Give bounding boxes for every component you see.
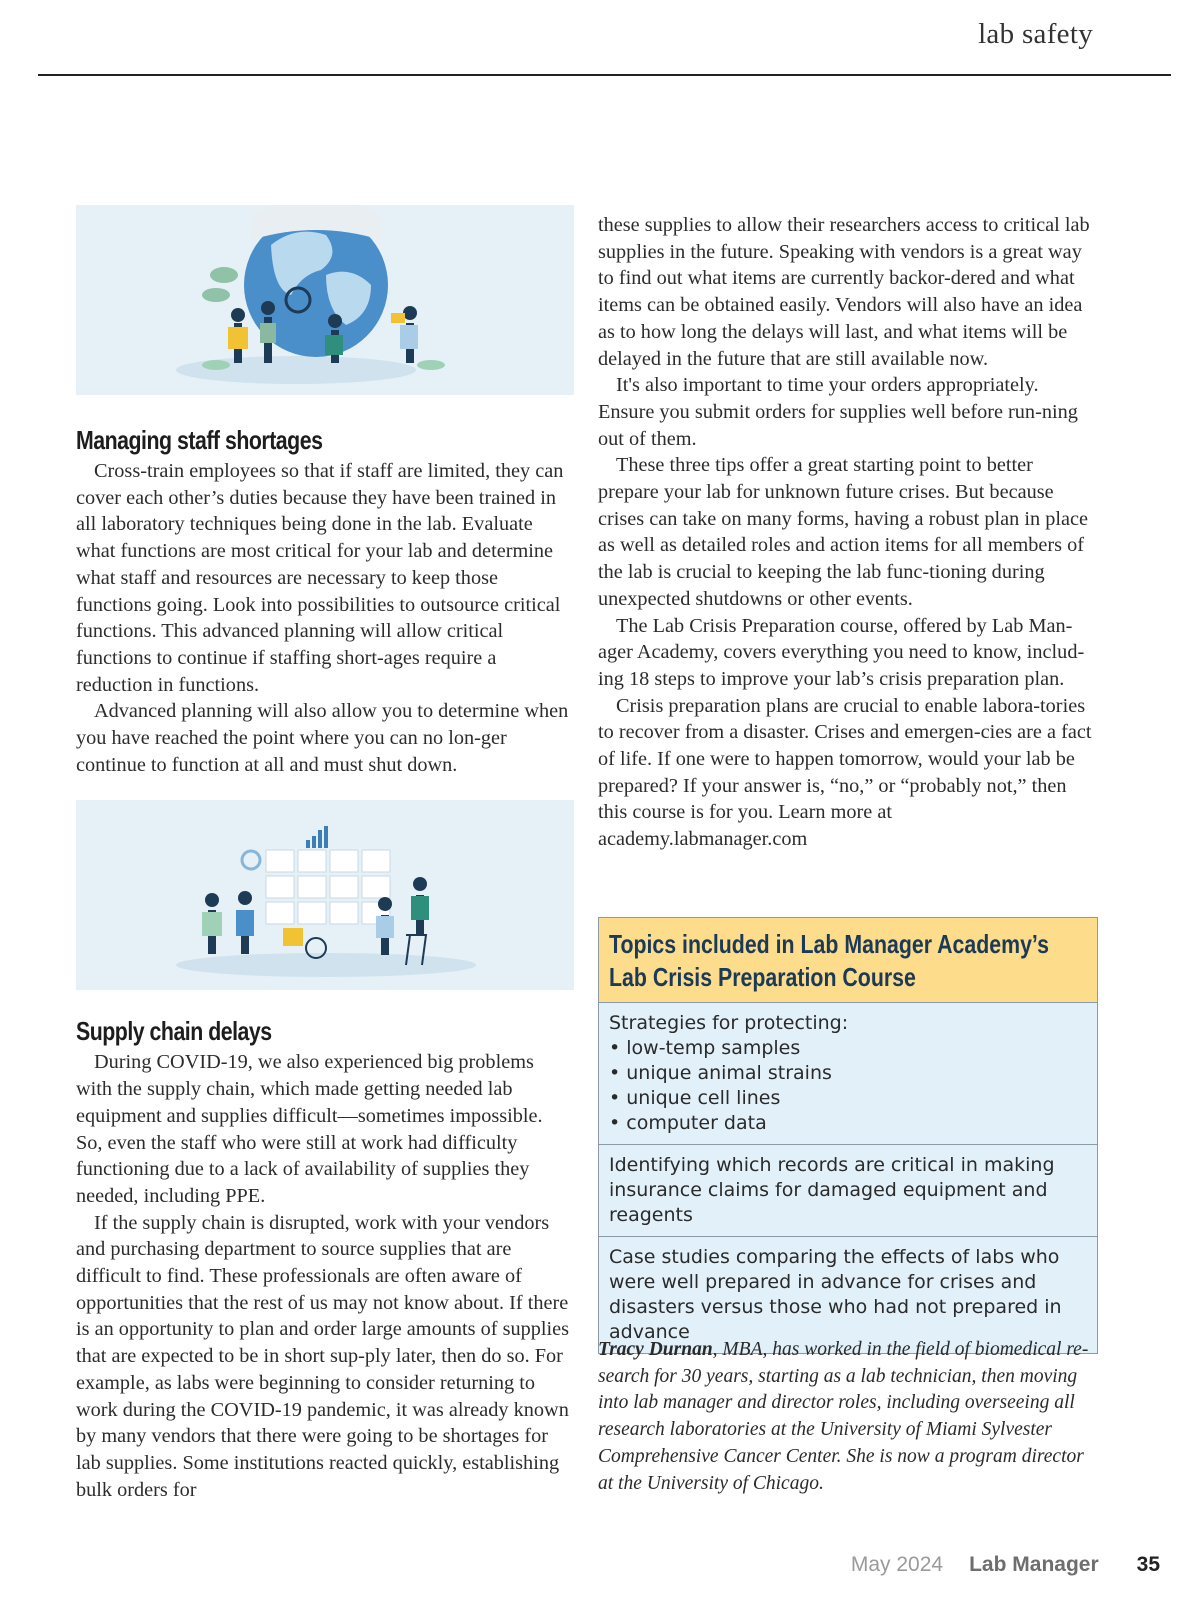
author-bio-text: , MBA, has worked in the field of biomedical re-search for 30 years, starting as a lab technician, then moving into lab manager and director roles, including overseeing all research laboratories at the University of Miami Sylvester Comprehensive Cancer Center. She is now a program director at the University of Chicago. xyxy=(598,1339,1089,1494)
paragraph: These three tips offer a great starting point to better prepare your lab for unknown future crises. But because crises can take on many forms, having a robust plan in place as well as detailed roles and action items for all members of the lab is crucial to keeping the lab func-tioning during unexpected shutdowns or other events. xyxy=(598,454,1088,610)
topics-title-line1: Topics included in Lab Manager Academy’s xyxy=(609,929,1049,959)
header-rule xyxy=(38,74,1171,76)
paragraph: Advanced planning will also allow you to determine when you have reached the point where you can no lon-ger continue to function at all and must shut down. xyxy=(76,700,569,776)
page-footer xyxy=(851,1553,1160,1577)
left-column xyxy=(76,205,574,1503)
paragraph: these supplies to allow their researchers access to critical lab supplies in the future. Speaking with vendors is a great way to find out what items are currently backor-dered and what items can be obtained easily. Vendors will also have an idea as to how long the delays will last, and what items will be delayed in the future that are still available now. xyxy=(598,214,1090,370)
topics-header xyxy=(599,918,1097,1003)
author-bio xyxy=(598,1337,1098,1497)
list-item: • unique cell lines xyxy=(609,1086,1087,1111)
list-item: • computer data xyxy=(609,1111,1087,1136)
topics-section-strategies xyxy=(599,1003,1097,1145)
list-item: • unique animal strains xyxy=(609,1061,1087,1086)
globe-illustration xyxy=(76,205,574,395)
heading-managing-staff-shortages: Managing staff shortages xyxy=(76,425,323,455)
page-number: 35 xyxy=(1136,1553,1160,1576)
footer-magazine-name: Lab Manager xyxy=(969,1553,1099,1576)
topics-section-records: Identifying which records are critical in making insurance claims for damaged equipment and reagents xyxy=(599,1145,1097,1237)
topics-strategies-intro: Strategies for protecting: xyxy=(609,1012,849,1034)
paragraph: Cross-train employees so that if staff are limited, they can cover each other’s duties because they have been trained in all laboratory techniques being done in the lab. Evaluate what functions are most critical for your lab and determine what staff and resources are necessary to keep those functions going. Look into possibilities to outsource critical functions. This advanced planning will allow critical functions to continue if staffing short-ages require a reduction in functions. xyxy=(76,460,564,696)
list-item: • low-temp samples xyxy=(609,1036,1087,1061)
topics-title-line2: Lab Crisis Preparation Course xyxy=(609,962,916,992)
section-header: lab safety xyxy=(978,18,1093,50)
heading-supply-chain-delays: Supply chain delays xyxy=(76,1016,272,1047)
right-column xyxy=(598,212,1098,853)
paragraph: It's also important to time your orders appropriately. Ensure you submit orders for supplies well before run-ning out of them. xyxy=(598,374,1078,450)
paragraph: The Lab Crisis Preparation course, offered by Lab Man-ager Academy, covers everything you need to know, includ-ing 18 steps to improve your lab’s crisis preparation plan. xyxy=(598,614,1085,690)
paragraph: Crisis preparation plans are crucial to enable labora-tories to recover from a disaster. Crises and emergen-cies are a fact of life. If one were to happen tomorrow, would your lab be prepared? If your answer is, “no,” or “probably not,” then this course is for you. Learn more at academy.labmanager.com xyxy=(598,694,1092,851)
footer-issue-date: May 2024 xyxy=(850,1553,944,1576)
author-name: Tracy Durnan xyxy=(598,1339,713,1360)
topics-strategies-list xyxy=(609,1036,1087,1136)
supply-chart-illustration xyxy=(76,800,574,990)
topics-box xyxy=(598,917,1098,1354)
paragraph: If the supply chain is disrupted, work with your vendors and purchasing department to source supplies that are difficult to find. These professionals are often aware of opportunities that the rest of us may not know about. If there is an opportunity to plan and order large amounts of supplies that are expected to be in short sup-ply later, then do so. For example, as labs were beginning to consider returning to work during the COVID-19 pandemic, it was already known by many vendors that there were going to be shortages for lab supplies. Some institutions reacted quickly, establishing bulk orders for xyxy=(76,1211,570,1501)
paragraph: During COVID-19, we also experienced big problems with the supply chain, which made getting needed lab equipment and supplies difficult—sometimes impossible. So, even the staff who were still at work had difficulty functioning due to a lack of availability of supplies they needed, including PPE. xyxy=(76,1051,543,1207)
topics-section-case-studies: Case studies comparing the effects of labs who were well prepared in advance for crises and disasters versus those who had not prepared in advance xyxy=(599,1237,1097,1353)
